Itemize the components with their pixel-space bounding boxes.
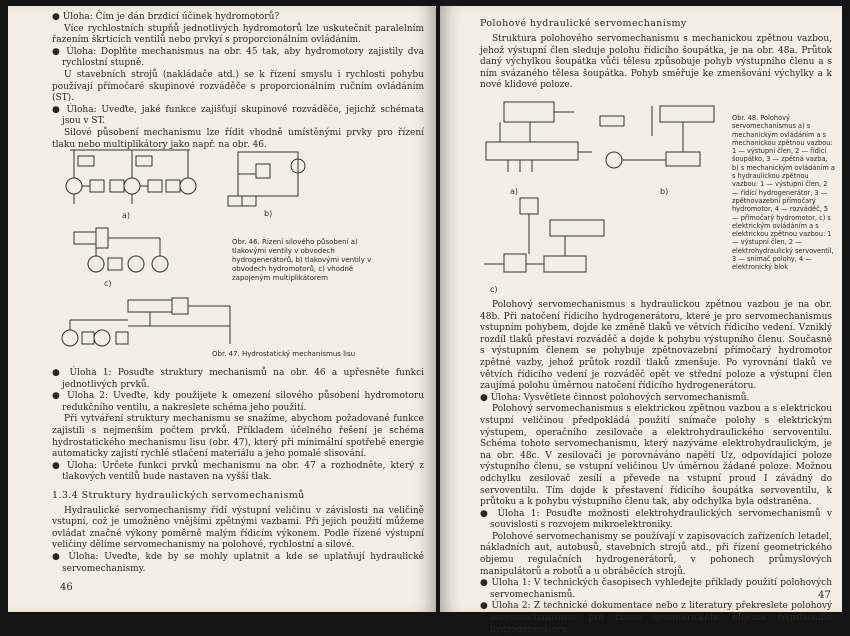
figure-48a-circuit	[486, 102, 592, 196]
figure-48c-circuit	[484, 198, 604, 294]
svg-text:a): a)	[510, 187, 519, 196]
left-top-text	[52, 12, 424, 151]
paragraph: ● Úloha: Uveďte, kde by se mohly uplatnit a kde se uplatňují hydraulické servomechanismy.	[52, 551, 424, 574]
paragraph: Polohový servomechanismus s hydraulickou zpětnou vazbou je na obr. 48b. Při natočení řídicího hydrogenerátoru, které je pro servomechanismus vstupním pohybem, dojde ke změně tlaků ve větvích řídicího vedení. Vzniklý rozdíl tlaků přestaví rozváděč a dojde k pohybu výstupního členu. Současně s výstupním členem se pohybuje zpětnovazební přímočarý hydromotor zpětné vazby, jehož průtok rozdíl tlaků zmenšuje. Po vyrovnání tlaků ve větvích řídicího vedení je rozváděč opět ve střední poloze a výstupní člen zaujímá polohu úměrnou natočení řídicího hydrogenerátoru.	[480, 300, 832, 392]
left-page	[8, 6, 436, 612]
paragraph: ● Úloha 1: Posuďte možnosti elektrohydraulických servomechanismů v souvislosti s rozvojem mikroelektroniky.	[480, 508, 832, 531]
figure-47-caption: Obr. 47. Hydrostatický mechanismus lisu	[212, 350, 356, 358]
paragraph: ● Úloha: Určete funkci prvků mechanismu na obr. 47 a rozhodněte, který z tlakových ventilů bude nastaven na vyšší tlak.	[52, 460, 424, 483]
figure-46a-circuit	[66, 150, 196, 204]
section-heading: 1.3.4 Struktury hydraulických servomechanismů	[52, 489, 305, 501]
right-intro-text: Struktura polohového servomechanismu s mechanickou zpětnou vazbou, jehož výstupní člen sleduje polohu řídicího šoupátka, je na obr. 48a. Průtok daný výchylkou šoupátka vůči tělesu způsobuje pohyb výstupního členu a s ním svázaného tělesa šoupátka. Pohyb směřuje ke zmenšování výchylky a k nové klidové poloze.	[480, 34, 832, 91]
paragraph: Polohové servomechanismy se používají v zapisovacích zařízeních letadel, nákladních aut, autobusů, stavebních strojů atd., při řízení geometrického objemu regulačních hydrogenerátorů, v pohonech průmyslových manipulátorů a robotů a u obráběcích strojů.	[480, 531, 832, 577]
figure-48b-circuit	[600, 106, 714, 196]
paragraph: ● Úloha 1: V technických časopisech vyhledejte příklady použití polohových servomechanismů.	[480, 578, 832, 600]
right-page-number: 47	[818, 590, 831, 601]
paragraph: ● Úloha: Čím je dán brzdicí účinek hydromotorů?	[52, 12, 280, 22]
paragraph: ● Úloha 2: Uveďte, kdy použijete k omezení silového působení hydromotoru redukčního ventilu, a nakreslete schéma jeho použití.	[52, 391, 424, 413]
right-heading: Polohové hydraulické servomechanismy	[480, 18, 687, 29]
left-bottom-text	[52, 368, 424, 575]
figure-47-diagram	[60, 296, 240, 352]
figure-46b-label: b)	[264, 209, 273, 218]
figure-46c-circuit	[74, 228, 168, 272]
paragraph: ● Úloha: Doplňte mechanismus na obr. 45 tak, aby hydromotory zajistily dva rychlostní stupně.	[52, 46, 424, 69]
figure-46c-label: c)	[104, 279, 112, 288]
paragraph: Více rychlostních stupňů jednotlivých hydromotorů lze uskutečnit paralelním řazením škrticích ventilů nebo prvkyí s proporcionálním ovládáním.	[52, 23, 424, 46]
paragraph: Silové působení mechanismu lze řídit vhodně umístěnými prvky pro řízení tlaku nebo multiplikátory jako např. na obr. 46.	[52, 127, 424, 150]
paragraph: ● Úloha: Vysvětlete činnost polohových servomechanismů.	[480, 392, 750, 403]
svg-text:c): c)	[490, 285, 498, 294]
paragraph: ● Úloha: Uveďte, jaké funkce zajišťují skupinové rozváděče, jejichž schémata jsou v ST.	[52, 104, 424, 127]
paragraph: U stavebních strojů (nakládače atd.) se k řízení smyslu i rychlosti pohybu používají přímočaré skupinové rozváděče s proporcionálním ručním ovládáním (ST).	[52, 69, 424, 104]
figure-46a-label: a)	[122, 211, 131, 220]
paragraph: Hydraulické servomechanismy řídí výstupní veličinu v závislosti na veličině vstupní, což je umožněno vnějšími zpětnými vazbami. Při jejich použití můžeme ovládat značné výkony poměrně malým řídicím výkonem. Podle řízené výstupní veličiny dělíme servomechanismy na polohové, rychlostní a silové.	[52, 505, 424, 551]
svg-text:b): b)	[660, 187, 669, 196]
figure-46-caption: Obr. 46. Řízení silového působení a) tlakovými ventily v obvodech hydrogenerátorů, b) tlakovými ventily v obvodech hydromotorů, c) vhodně zapojeným multiplikátorem	[232, 238, 372, 282]
right-body-text	[480, 300, 832, 636]
paragraph: Při vytváření struktury mechanismu se snažíme, abychom požadované funkce zajistili s nejmenším počtem prvků. Příkladem účelného řešení je schéma hydrostatického mechanismu lisu (obr. 47), který při minimální spotřebě energie automaticky zajistí rychlé stlačení materiálu a jeho pomalé slisování.	[52, 414, 424, 460]
paragraph: ● Úloha 1: Posuďte struktury mechanismů na obr. 46 a upřesněte funkci jednotlivých prvků.	[52, 368, 424, 390]
figure-46b-circuit	[228, 152, 305, 206]
paragraph: Polohový servomechanismus s elektrickou zpětnou vazbou a s elektrickou vstupní veličinou předpokládá použití snímače polohy s elektrickým výstupem, operačního zesilovače a elektrohydraulického servoventilu. Schéma tohoto servomechanismu, který nazýváme elektrohydraulickým, je na obr. 48c. V zesilovači je porovnáváno napětí Uz, odpovídající poloze výstupního členu, se vstupní veličinou Uv úměrnou žádané poloze. Možnou odchylku zesilovač zesílí a převede na vstupní proud I závádný do servoventilu. Tím dojde k přestavení řídicího šoupátka servoventilu, k průtoku a k pohybu výstupního členu tak, aby odchylka byla odstraněna.	[480, 404, 832, 508]
figure-48-diagram	[480, 96, 730, 294]
figure-48-caption: Obr. 48. Polohový servomechanismus a) s mechanickým ovládáním a s mechanickou zpětnou vazbou: 1 — výstupní člen, 2 — řídicí šoupátko, 3 — zpětná vazba, b) s mechanickým ovládáním a s hydraulickou zpětnou vazbou: 1 — výstupní člen, 2 — řídicí hydrogenerátor, 3 — zpětnovazební přímočarý hydromotor, 4 — rozváděč, 5 — přímočarý hydromotor, c) s elektrickým ovládáním a s elektrickou zpětnou vazbou: 1 — výstupní člen, 2 — elektrohydraulický servoventil, 3 — snímač polohy, 4 — elektronický blok	[732, 114, 835, 272]
right-page	[440, 6, 842, 635]
left-page-number: 46	[60, 582, 73, 593]
paragraph: ● Úloha 2: Z technické dokumentace nebo z literatury překreslete polohový servomechanismus pro řízení geometrického objemu regulačního hydrogenerátoru.	[480, 601, 832, 635]
